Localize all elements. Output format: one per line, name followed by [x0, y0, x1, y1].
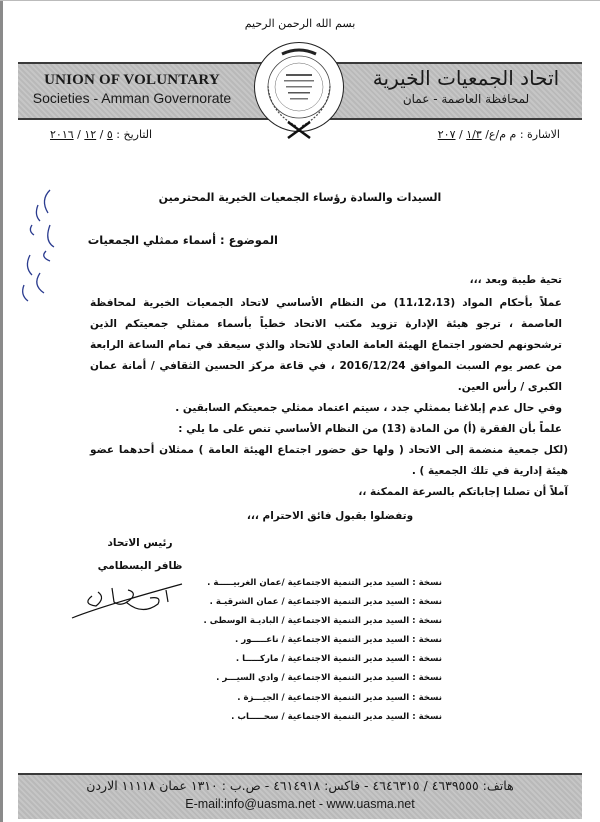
letterhead-english [32, 72, 232, 106]
letter-date: التاريخ : ٥ / ١٢ / ٢٠١٦ [50, 128, 153, 141]
footer-contact-line: هاتف: ٤٦٣٩٥٥٥ / ٤٦٤٦٣١٥ - فاكس: ٤٦١٤٩١٨ - ص.ب : ١٣١٠ عمان ١١١١٨ الاردن [86, 778, 514, 793]
letterhead-arabic [366, 66, 566, 106]
cc-item: نسخة : السيد مدير التنمية الاجتماعية / ناعـــــور . [234, 635, 442, 646]
page-edge-top [0, 0, 600, 1]
date-year: ٢٠١٦ [50, 128, 74, 141]
logo-wreath-icon [252, 40, 348, 140]
copy-recipients-list [203, 574, 442, 727]
subject-line: الموضوع : أسماء ممثلي الجمعيات [87, 233, 278, 247]
cc-item: نسخة : السيد مدير التنمية الاجتماعية / الجيـــزة . [237, 692, 442, 703]
cc-item: نسخة : السيد مدير التنمية الاجتماعية / وادي السيـــر . [216, 673, 442, 684]
signatory-title: رئيس الاتحاد [107, 537, 173, 549]
org-name-english-line1: UNION OF VOLUNTARY [44, 72, 220, 88]
date-day: ٥ [106, 128, 113, 141]
signatory-name: ظافر البسطامي [97, 560, 183, 572]
body-paragraph: علماً بأن الفقرة (أ) من المادة (13) من النظام الأساسي تنص على ما يلي : [178, 423, 562, 435]
org-name-arabic-line1: اتحاد الجمعيات الخيرية [372, 66, 560, 90]
cc-item: نسخة : السيد مدير التنمية الاجتماعية / عمان الشرقيـة . [209, 597, 442, 608]
cc-item: نسخة : السيد مدير التنمية الاجتماعية / الباديـة الوسطى . [203, 616, 442, 627]
org-name-arabic-line2: لمحافظة العاصمة - عمان [402, 92, 530, 106]
greeting: تحية طيبة وبعد ،،، [469, 274, 562, 286]
organization-logo [252, 40, 348, 140]
date-month: ١٢ [84, 128, 97, 141]
footer-contact-bar [18, 773, 582, 819]
body-paragraph: عملاً بأحكام المواد (11،12،13) من النظام الأساسي لاتحاد الجمعيات الخيرية لمحافظة العاصمة ، ترجو هيئة الإدارة تزويد مكتب الاتحاد خطياً بأسماء ممثلي جمعيتكم الذين ترشحونهم لحضور اجتماع الهيئة العامة العادي للاتحاد والذي سيعقد في تمام الساعة الرابعة من عصر يوم السبت الموافق 2016/12/24 ، في قاعة مركز الحسين الثقافي / أمانة عمان الكبرى / رأس العين. [90, 297, 562, 393]
reference-value-2: ٢٠٧ [437, 128, 456, 141]
reference-label: الاشارة : [519, 128, 560, 141]
basmala: بسم الله الرحمن الرحيم [244, 17, 356, 30]
page-edge [0, 0, 3, 822]
reference-prefix: م م/ع/ [485, 128, 517, 141]
body-paragraph: آملاً أن تصلنا إجاباتكم بالسرعة الممكنة ،، [358, 486, 568, 498]
addressee-line: السيدات والسادة رؤساء الجمعيات الخيرية المحترمين [158, 191, 442, 204]
cc-item: نسخة : السيد مدير التنمية الاجتماعية /عمان الغربيـــــة . [207, 578, 442, 588]
org-name-english-line2: Societies - Amman Governorate [32, 90, 232, 106]
cc-item: نسخة : السيد مدير التنمية الاجتماعية / سحـــــاب . [231, 711, 442, 722]
date-label: التاريخ : [116, 128, 153, 141]
closing-line: وتفضلوا بقبول فائق الاحترام ،،، [246, 510, 414, 522]
body-paragraph: وفي حال عدم إبلاغنا بممثلي جدد ، سيتم اعتماد ممثلي جمعيتكم السابقين . [175, 402, 562, 414]
reference-number: الاشارة : م م/ع/ ١/٣ / ٢٠٧ [437, 128, 560, 141]
footer-web-line: E-mail:info@uasma.net - www.uasma.net [185, 797, 415, 811]
cc-item: نسخة : السيد مدير التنمية الاجتماعية / ماركـــــا . [235, 654, 442, 665]
reference-value-1: ١/٣ [466, 128, 482, 141]
handwritten-signature [62, 568, 192, 628]
letter-body [90, 270, 568, 503]
body-paragraph: (لكل جمعية منضمة إلى الاتحاد ( ولها حق حضور اجتماع الهيئة العامة ) ممثلان أحدهما عضو هيئة إدارية في تلك الجمعية ) . [90, 444, 568, 477]
